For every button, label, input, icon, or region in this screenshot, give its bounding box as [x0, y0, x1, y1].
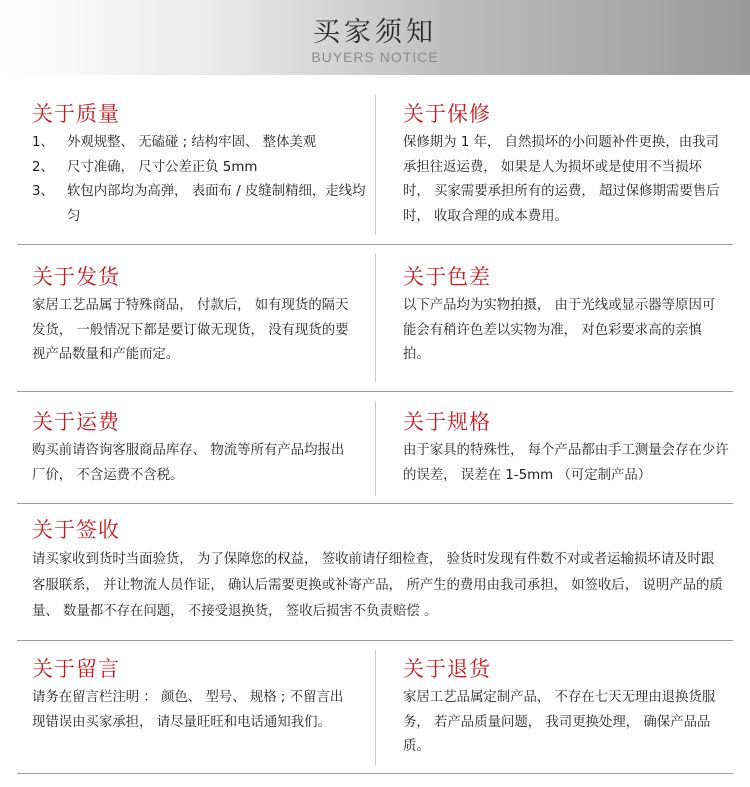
header-banner [0, 0, 750, 75]
list-item-text: 外观规整、 无磕碰 ; 结构牢固、 整体美观 [67, 135, 317, 150]
row-divider [17, 391, 733, 392]
section-body-color: 以下产品均为实物拍摄， 由于光线或显示器等原因可能会有稍许色差以实物为准， 对色彩要求高的亲慎拍。 [403, 298, 716, 362]
row-divider [17, 503, 733, 504]
section-title-shipping: 关于发货 [32, 265, 120, 289]
page-subtitle: BUYERS NOTICE [311, 49, 439, 65]
section-title-returns: 关于退货 [403, 657, 491, 681]
row-divider [17, 640, 733, 641]
section-receipt [32, 513, 727, 625]
section-body-size: 由于家具的特殊性， 每个产品都由手工测量会存在少许的误差， 误差在 1-5mm （可定制产品） [403, 443, 729, 483]
section-title-quality: 关于质量 [32, 102, 120, 126]
section-message [32, 652, 352, 735]
row-divider [17, 244, 733, 245]
section-body-warranty: 保修期为 1 年， 自然损坏的小问题补件更换，由我司承担往返运费， 如果是人为损坏或是使用不当损坏时， 买家需要承担所有的运费， 超过保修期需要售后时， 收取合理的成本费用。 [403, 135, 720, 224]
column-divider [375, 401, 376, 496]
list-item [32, 131, 362, 156]
column-divider [375, 254, 376, 382]
section-title-receipt: 关于签收 [32, 518, 120, 542]
section-body-freight: 购买前请咨询客服商品库存、 物流等所有产品均报出厂价， 不含运费不含税。 [32, 443, 345, 483]
section-title-warranty: 关于保修 [403, 102, 491, 126]
section-body-returns: 家居工艺品属定制产品， 不存在七天无理由退换货服务， 若产品质量问题， 我司更换处理， 确保产品品质。 [403, 690, 716, 754]
section-warranty [403, 97, 728, 229]
quality-list [32, 131, 366, 229]
section-title-size: 关于规格 [403, 410, 491, 434]
list-item [32, 180, 367, 229]
page-title: 买家须知 [313, 17, 437, 48]
list-item-number: 3、 [32, 184, 54, 199]
list-item-number: 2、 [32, 159, 54, 175]
section-color [403, 260, 728, 368]
list-item-text: 尺寸准确， 尺寸公差正负 5mm [67, 159, 258, 175]
section-body-shipping: 家居工艺品属于特殊商品， 付款后， 如有现货的隔天发货， 一般情况下都是要订做无现货， 没有现货的要视产品数量和产能而定。 [32, 298, 349, 362]
section-title-message: 关于留言 [32, 657, 120, 681]
section-freight [32, 405, 352, 488]
section-size [403, 405, 733, 488]
section-body-receipt: 请买家收到货时当面验货， 为了保障您的权益， 签收前请仔细检查， 验货时发现有件数不对或者运输损坏请及时跟客服联系， 并让物流人员作证， 确认后需要更换或补寄产品， 所产生的费用由我司承担， 如签收后， 说明产品的质量、 数量都不存在问题， 不接受退换货， 签收后损害不负责赔偿 。 [32, 552, 723, 619]
section-title-color: 关于色差 [403, 265, 491, 289]
list-item [32, 156, 362, 181]
column-divider [375, 650, 376, 765]
row-divider [17, 773, 733, 774]
section-body-message: 请务在留言栏注明 ： 颜色、 型号、 规格 ; 不留言出现错误由买家承担， 请尽量旺旺和电话通知我们。 [32, 690, 344, 730]
section-quality [32, 97, 366, 229]
list-item-number: 1、 [32, 135, 54, 150]
section-shipping [32, 260, 352, 368]
column-divider [375, 95, 376, 235]
section-returns [403, 652, 723, 760]
list-item-text: 软包内部均为高弹， 表面布 / 皮缝制精细，走线均匀 [67, 184, 366, 224]
section-title-freight: 关于运费 [32, 410, 120, 434]
